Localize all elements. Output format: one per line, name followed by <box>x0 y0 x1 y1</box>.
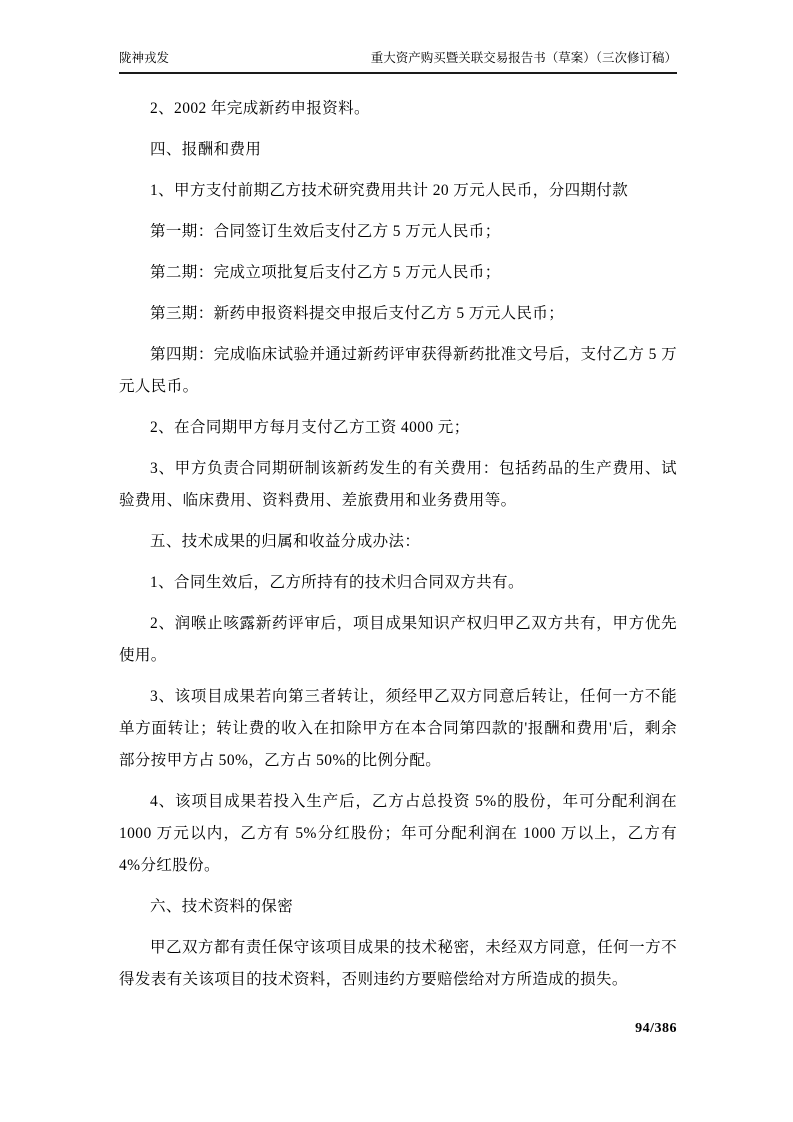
section-heading: 四、报酬和费用 <box>150 140 262 158</box>
page-number: 94/386 <box>635 1021 677 1036</box>
paragraph: 第一期：合同签订生效后支付乙方 5 万元人民币； <box>150 222 501 240</box>
header-report-title: 重大资产购买暨关联交易报告书（草案）（三次修订稿） <box>370 51 677 65</box>
paragraph: 第四期：完成临床试验并通过新药评审获得新药批准文号后，支付乙方 5 万元人民币。 <box>119 345 677 395</box>
paragraph: 1、甲方支付前期乙方技术研究费用共计 20 万元人民币，分四期付款 <box>150 181 629 199</box>
document-body <box>119 93 677 996</box>
paragraph: 2、润喉止咳露新药评审后，项目成果知识产权归甲乙双方共有，甲方优先使用。 <box>119 614 677 664</box>
page-content <box>119 0 677 1005</box>
paragraph: 第三期：新药申报资料提交申报后支付乙方 5 万元人民币； <box>150 304 565 322</box>
paragraph: 2、在合同期甲方每月支付乙方工资 4000 元； <box>150 418 470 436</box>
paragraph: 2、2002 年完成新药申报资料。 <box>150 99 370 117</box>
header-company-name: 陇神戎发 <box>119 51 170 65</box>
paragraph: 3、甲方负责合同期研制该新药发生的有关费用：包括药品的生产费用、试验费用、临床费用、资料费用、差旅费用和业务费用等。 <box>119 459 677 509</box>
paragraph: 1、合同生效后，乙方所持有的技术归合同双方共有。 <box>150 573 524 591</box>
paragraph: 甲乙双方都有责任保守该项目成果的技术秘密，未经双方同意，任何一方不得发表有关该项目的技术资料，否则违约方要赔偿给对方所造成的损失。 <box>119 938 677 988</box>
section-heading: 五、技术成果的归属和收益分成办法： <box>150 532 421 550</box>
paragraph: 3、该项目成果若向第三者转让，须经甲乙双方同意后转让，任何一方不能单方面转让；转让费的收入在扣除甲方在本合同第四款的'报酬和费用'后，剩余部分按甲方占 50%，乙方占 50%的比例分配。 <box>119 687 677 769</box>
section-heading: 六、技术资料的保密 <box>150 897 294 915</box>
paragraph: 4、该项目成果若投入生产后，乙方占总投资 5%的股份，年可分配利润在 1000 万元以内，乙方有 5%分红股份；年可分配利润在 1000 万以上，乙方有 4%分红股份。 <box>119 792 677 874</box>
page-header <box>119 0 677 74</box>
paragraph: 第二期：完成立项批复后支付乙方 5 万元人民币； <box>150 263 501 281</box>
